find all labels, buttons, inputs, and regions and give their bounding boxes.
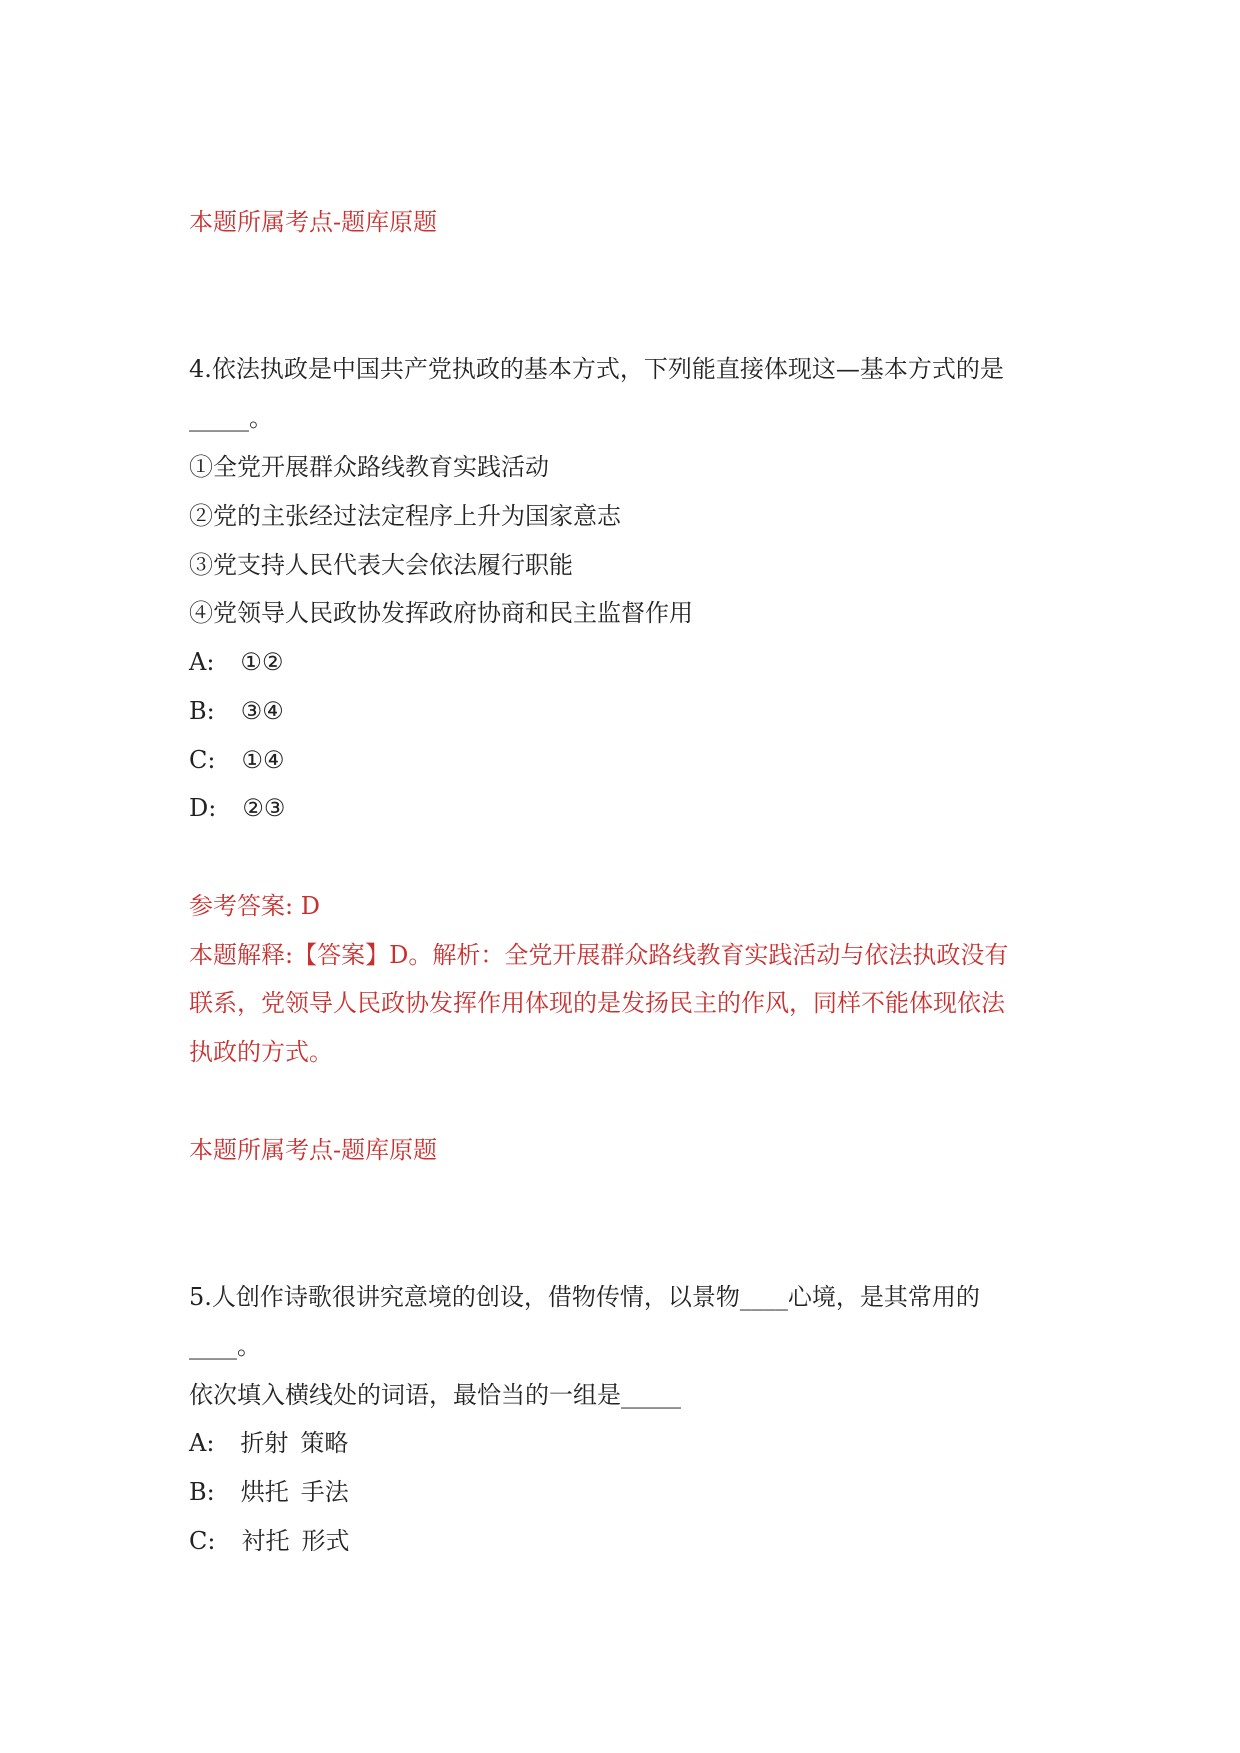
option-label: B: xyxy=(189,1478,215,1506)
q4-item-3: ③党支持人民代表大会依法履行职能 xyxy=(189,551,573,579)
option-word-1: 折射 xyxy=(240,1429,289,1457)
option-word-2: 策略 xyxy=(300,1429,349,1457)
q4-option-d xyxy=(189,793,285,823)
option-label: D: xyxy=(189,794,217,822)
option-label: A: xyxy=(189,1429,215,1457)
q4-option-b xyxy=(189,696,284,726)
q4-source-label: 本题所属考点-题库原题 xyxy=(189,1136,438,1164)
option-word-2: 手法 xyxy=(300,1478,349,1506)
q4-explanation-line-1: 本题解释:【答案】D。解析：全党开展群众路线教育实践活动与依法执政没有 xyxy=(189,941,1009,969)
q4-answer: 参考答案: D xyxy=(189,892,320,920)
q4-item-2: ②党的主张经过法定程序上升为国家意志 xyxy=(189,502,621,530)
q5-option-a xyxy=(189,1428,348,1458)
option-label: A: xyxy=(189,648,215,676)
top-source-label: 本题所属考点-题库原题 xyxy=(189,208,438,236)
q5-option-c xyxy=(189,1526,349,1556)
q4-item-1: ①全党开展群众路线教育实践活动 xyxy=(189,453,549,481)
option-word-1: 衬托 xyxy=(241,1527,290,1555)
q4-explanation-line-2: 联系，党领导人民政协发挥作用体现的是发扬民主的作风，同样不能体现依法 xyxy=(189,989,1005,1017)
option-text: ③④ xyxy=(240,697,284,725)
q5-stem-line-1: 5.人创作诗歌很讲究意境的创设，借物传情，以景物____心境，是其常用的 xyxy=(189,1283,980,1311)
q5-instruction: 依次填入横线处的词语，最恰当的一组是_____ xyxy=(189,1381,681,1409)
q4-stem-line-1: 4.依法执政是中国共产党执政的基本方式，下列能直接体现这—基本方式的是 xyxy=(189,355,1004,383)
option-word-1: 烘托 xyxy=(240,1478,289,1506)
option-text: ②③ xyxy=(242,794,286,822)
q4-stem-line-2: _____。 xyxy=(189,404,273,432)
option-label: C: xyxy=(189,1527,216,1555)
q5-stem-line-2: ____。 xyxy=(189,1332,261,1360)
option-word-2: 形式 xyxy=(301,1527,350,1555)
q4-explanation-line-3: 执政的方式。 xyxy=(189,1038,333,1066)
option-label: B: xyxy=(189,697,215,725)
option-text: ①② xyxy=(240,648,284,676)
option-text: ①④ xyxy=(241,746,285,774)
q5-option-b xyxy=(189,1477,349,1507)
q4-option-a xyxy=(189,647,283,677)
q4-option-c xyxy=(189,745,284,775)
q4-item-4: ④党领导人民政协发挥政府协商和民主监督作用 xyxy=(189,599,693,627)
option-label: C: xyxy=(189,746,216,774)
